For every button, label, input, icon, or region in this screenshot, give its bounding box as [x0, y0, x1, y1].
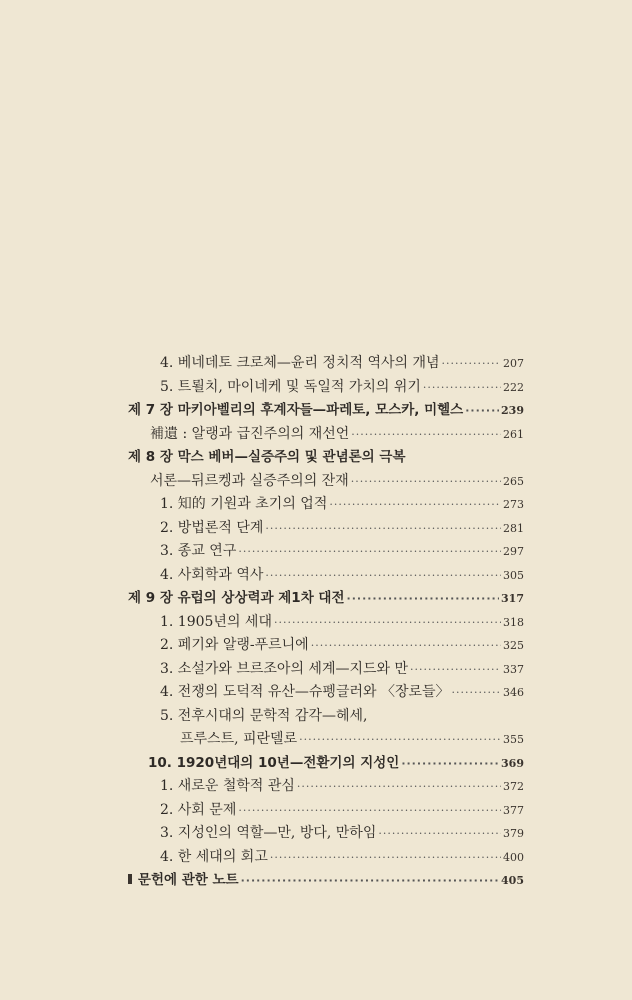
- toc-entry: [128, 634, 524, 658]
- dot-leader: [241, 869, 499, 893]
- toc-entry: [128, 846, 524, 870]
- toc-page-number: 346: [503, 686, 524, 699]
- toc-page-number: 405: [501, 874, 524, 887]
- toc-entry-label: 4. 한 세대의 회고: [160, 848, 268, 865]
- toc-chapter: [128, 752, 524, 776]
- dot-leader: [265, 564, 501, 588]
- toc-entry: [128, 564, 524, 588]
- toc-page-number: 372: [503, 780, 524, 793]
- dot-leader: [238, 799, 501, 823]
- dot-leader: [329, 493, 501, 517]
- toc-entry: [128, 799, 524, 823]
- toc-entry-label: 제 8 장 막스 베버—실증주의 및 관념론의 극복: [128, 449, 406, 465]
- table-of-contents: [128, 352, 524, 893]
- toc-page-number: 207: [503, 357, 524, 370]
- toc-entry: [128, 352, 524, 376]
- toc-entry: [128, 681, 524, 705]
- square-bullet-icon: [128, 874, 132, 884]
- toc-entry: [128, 517, 524, 541]
- dot-leader: [270, 846, 501, 870]
- toc-entry-label: 3. 종교 연구: [160, 543, 237, 559]
- toc-entry-label: 1. 1905년의 세대: [160, 613, 272, 630]
- toc-entry: [128, 493, 524, 517]
- toc-entry-label: 제 7 장 마키아벨리의 후계자들—파레토, 모스카, 미헬스: [128, 402, 464, 418]
- toc-page-number: 369: [501, 756, 524, 770]
- dot-leader: [452, 681, 501, 705]
- toc-entry: [128, 611, 524, 635]
- toc-entry-label: 4. 사회학과 역사: [160, 566, 264, 583]
- dot-leader: [442, 352, 501, 376]
- dot-leader: [351, 470, 501, 494]
- toc-entry-label: 2. 방법론적 단계: [160, 519, 264, 536]
- toc-entry-continuation: [128, 728, 524, 752]
- toc-entry-label: 제 9 장 유럽의 상상력과 제1차 대전: [128, 590, 345, 606]
- toc-entry-label: 5. 트뢸치, 마이네케 및 독일적 가치의 위기: [160, 378, 421, 395]
- toc-entry-label: 문헌에 관한 노트: [137, 872, 239, 888]
- toc-entry-label: 2. 페기와 알랭-푸르니에: [160, 637, 309, 653]
- toc-chapter: [128, 869, 524, 893]
- toc-page-number: 400: [503, 850, 524, 864]
- toc-page-number: 281: [503, 521, 524, 535]
- toc-entry: [128, 705, 524, 729]
- dot-leader: [423, 376, 501, 400]
- dot-leader: [265, 517, 501, 541]
- toc-chapter: [128, 446, 524, 470]
- dot-leader: [238, 540, 501, 564]
- toc-page-number: 318: [503, 615, 524, 629]
- dot-leader: [465, 399, 499, 423]
- toc-page-number: 222: [503, 380, 524, 394]
- toc-page-number: 305: [503, 568, 524, 582]
- toc-entry-label: 1. 知的 기원과 초기의 업적: [160, 496, 328, 512]
- toc-page-number: 379: [503, 827, 524, 840]
- dot-leader: [378, 822, 501, 846]
- dot-leader: [347, 587, 500, 611]
- dot-leader: [297, 775, 501, 799]
- toc-entry: [128, 822, 524, 846]
- toc-entry-label: 4. 베네데토 크로체—윤리 정치적 역사의 개념: [160, 355, 440, 371]
- dot-leader: [299, 728, 501, 752]
- toc-page-number: 265: [503, 474, 524, 488]
- toc-chapter: [128, 399, 524, 423]
- toc-page-number: 261: [503, 427, 524, 441]
- toc-page-number: 273: [503, 498, 524, 511]
- dot-leader: [401, 752, 499, 776]
- toc-entry-label: 3. 지성인의 역할—만, 방다, 만하임: [160, 825, 377, 841]
- toc-page-number: 377: [503, 803, 524, 817]
- toc-page-number: 337: [503, 662, 524, 676]
- toc-page-number: 297: [503, 545, 524, 558]
- toc-entry-label: 프루스트, 피란델로: [180, 731, 298, 747]
- toc-chapter: [128, 587, 524, 611]
- dot-leader: [274, 611, 501, 635]
- toc-entry-label: 10. 1920년대의 10년—전환기의 지성인: [148, 754, 400, 771]
- dot-leader: [410, 658, 501, 682]
- toc-entry-label: 3. 소설가와 브르조아의 세계—지드와 만: [160, 660, 409, 677]
- toc-entry: [128, 658, 524, 682]
- toc-entry-label: 4. 전쟁의 도덕적 유산—슈펭글러와 〈장로들〉: [160, 684, 450, 700]
- toc-entry-label: 서론—뒤르켕과 실증주의의 잔재: [150, 472, 349, 489]
- toc-entry: [128, 376, 524, 400]
- toc-entry: [128, 775, 524, 799]
- toc-entry-label: 2. 사회 문제: [160, 801, 237, 818]
- toc-entry: [128, 540, 524, 564]
- dot-leader: [351, 423, 501, 447]
- toc-page-number: 355: [503, 733, 524, 746]
- toc-page-number: 325: [503, 639, 524, 652]
- toc-page-number: 239: [501, 404, 524, 417]
- toc-entry-label: 1. 새로운 철학적 관심: [160, 778, 295, 794]
- toc-entry: [128, 470, 524, 494]
- dot-leader: [311, 634, 501, 658]
- toc-entry-label: 補遺 : 알랭과 급진주의의 재선언: [150, 425, 350, 442]
- toc-entry: [128, 423, 524, 447]
- toc-page-number: 317: [501, 592, 524, 605]
- toc-entry-label: 5. 전후시대의 문학적 감각—헤세,: [160, 707, 368, 724]
